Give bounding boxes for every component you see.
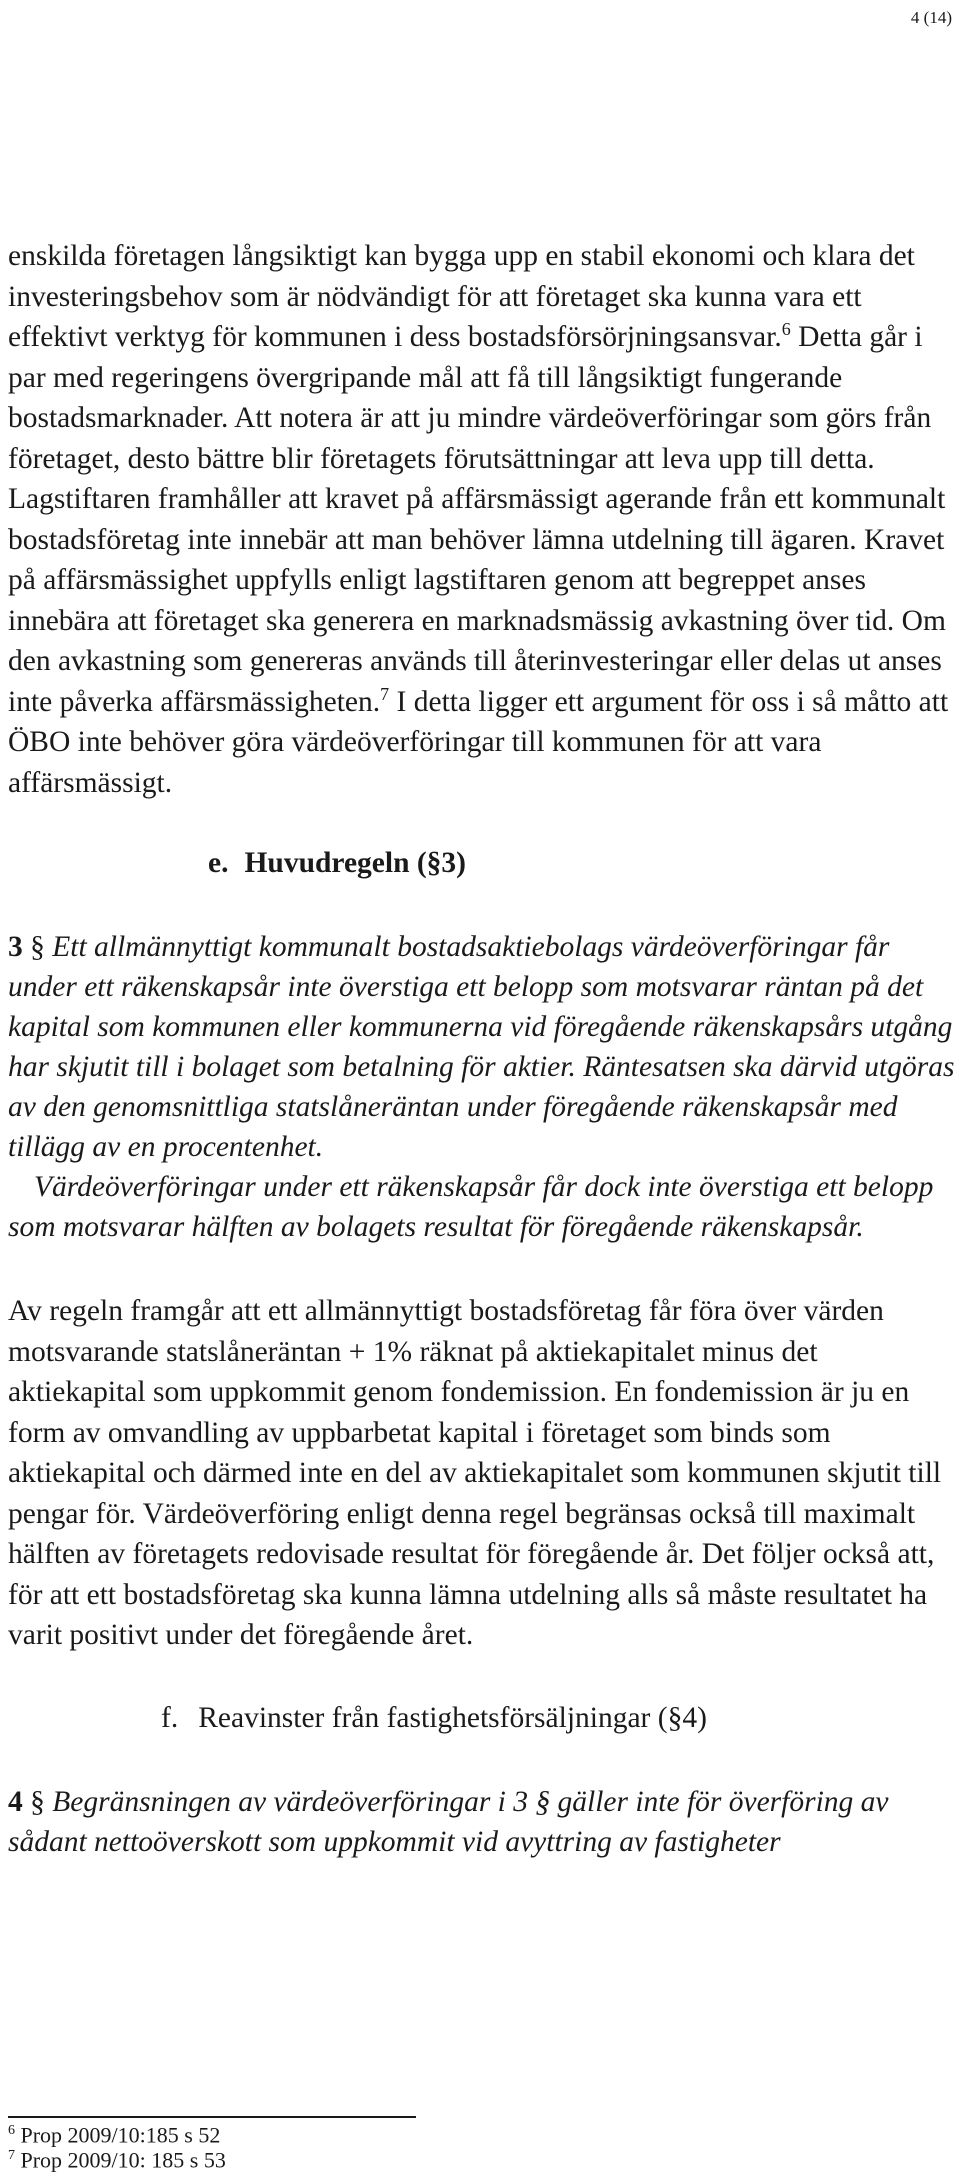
law-text-continued: Värdeöverföringar under ett räkenskapsår får dock inte överstiga ett belopp som motsvarar hälften av bolagets resultat för föregående räkenskapsår. <box>8 1171 934 1243</box>
body-paragraph-1 <box>8 236 958 803</box>
body-paragraph-2: Av regeln framgår att ett allmännyttigt bostadsföretag får föra över värden motsvarande statslåneräntan + 1% räknat på aktiekapitalet minus det aktiekapital som uppkommit genom fondemission. En fondemission är ju en form av omvandling av uppbarbetat kapital i företaget som binds som aktiekapital och därmed inte en del av aktiekapitalet som kommunen skjutit till pengar för. Värdeöverföring enligt denna regel begränsas också till maximalt hälften av företagets redovisade resultat för föregående år. Det följer också att, för att ett bostadsföretag ska kunna lämna utdelning alls så måste resultatet ha varit positivt under det föregående året. <box>8 1295 942 1651</box>
footnotes <box>8 2120 226 2171</box>
paragraph-text: enskilda företagen långsiktigt kan bygga upp en stabil ekonomi och klara det investeringsbehov som är nödvändigt för att företaget ska kunna vara ett effektivt verktyg för kommunen i dess bostadsförsörjningsansvar. <box>8 240 915 353</box>
footnote-ref-6[interactable]: 6 <box>781 319 791 340</box>
footnote-ref-7[interactable]: 7 <box>380 683 390 704</box>
law-quote-4 <box>8 1782 958 1862</box>
section-label: e. <box>208 847 229 879</box>
law-number: 4 <box>8 1785 23 1818</box>
footnote-number: 7 <box>8 2148 15 2164</box>
footnote-divider <box>8 2116 416 2118</box>
footnote-7 <box>8 2145 226 2173</box>
footnote-text: Prop 2009/10: 185 s 53 <box>15 2147 226 2173</box>
page-number: 4 (14) <box>910 8 952 27</box>
section-title: Reavinster från fastighetsförsäljningar (§4) <box>198 1701 707 1734</box>
footnote-text: Prop 2009/10:185 s 52 <box>15 2122 221 2148</box>
law-text: Begränsningen av värdeöverföringar i 3 § gäller inte för överföring av sådant nettoöverskott som uppkommit vid avyttring av fastigheter <box>8 1785 889 1858</box>
document-body <box>8 236 958 1862</box>
paragraph-text: Detta går i par med regeringens övergripande mål att få till långsiktigt fungerande bostadsmarknader. Att notera är att ju mindre värdeöverföringar som görs från företaget, desto bättre blir företagets förutsättningar att leva upp till detta. Lagstiftaren framhåller att kravet på affärsmässigt agerande från ett kommunalt bostadsföretag inte innebär att man behöver lämna utdelning till ägaren. Kravet på affärsmässighet uppfylls enligt lagstiftaren genom att begreppet anses innebära att företaget ska generera en marknadsmässig avkastning över tid. Om den avkastning som genereras används till återinvesteringar eller delas ut anses inte påverka affärsmässigheten. <box>8 321 946 718</box>
section-label: f. <box>161 1701 179 1734</box>
section-heading-f <box>161 1698 958 1738</box>
footnote-6 <box>8 2120 226 2148</box>
section-sign: § <box>30 931 45 963</box>
footnote-number: 6 <box>8 2123 15 2138</box>
section-heading-e <box>208 843 958 883</box>
law-number: 3 <box>8 931 23 963</box>
section-sign: § <box>30 1785 45 1818</box>
law-text: Ett allmännyttigt kommunalt bostadsaktiebolags värdeöverföringar får under ett räkenskapsår inte överstiga ett belopp som motsvarar räntan på det kapital som kommunen eller kommunerna vid föregående räkenskapsårs utgång har skjutit till i bolaget som betalning för aktier. Räntesatsen ska därvid utgöras av den genomsnittliga statslåneräntan under föregående räkenskapsår med tillägg av en procentenhet. <box>8 931 955 1163</box>
section-title: Huvudregeln (§3) <box>244 847 467 879</box>
law-quote-3 <box>8 927 958 1247</box>
paragraph-text: I detta ligger ett argument för oss i så måtto att ÖBO inte behöver göra värdeöverföringar till kommunen för att vara affärsmässigt. <box>8 685 949 799</box>
